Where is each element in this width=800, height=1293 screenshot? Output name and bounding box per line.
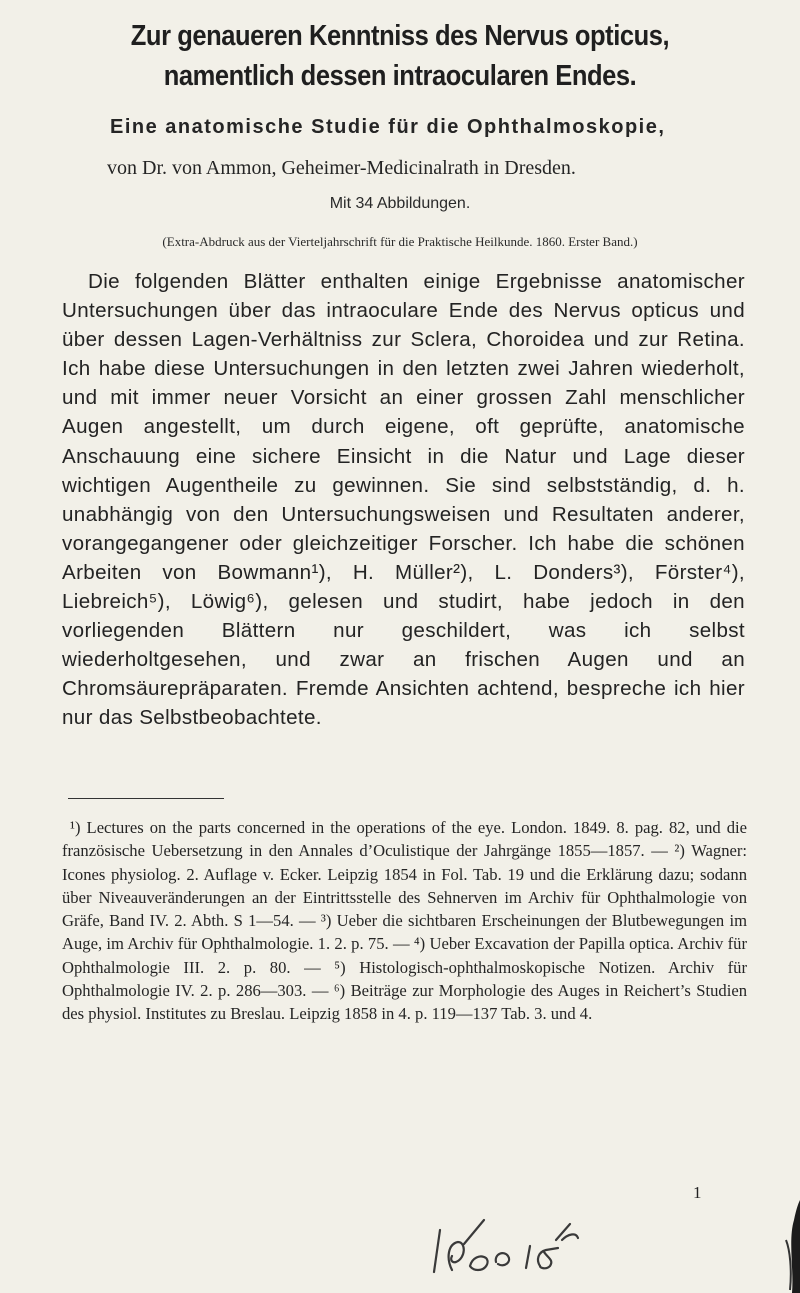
- footnote-divider: [68, 798, 224, 799]
- subtitle: Eine anatomische Studie für die Ophthalmoskopie,: [110, 116, 666, 138]
- handwriting-drawing: [418, 1200, 598, 1280]
- footnotes: ¹) Lectures on the parts concerned in the operations of the eye. London. 1849. 8. pag. 82, und die französische Uebersetzung in den Annales d’Oculistique der Jahrgänge 1855—1857. — ²) Wagner: Icones physiolog. 2. Auflage v. Ecker. Leipzig 1854 in Fol. Tab. 19 und die Erklärung dazu; sodann über Niveauveränderungen an der Eintrittsstelle des Sehnerven im Archiv für Ophthalmologie von Gräfe, Band IV. 2. Abth. S 1—54. — ³) Ueber die sichtbaren Erscheinungen der Blutbewegungen im Auge, im Archiv für Ophthalmologie. 1. 2. p. 75. — ⁴) Ueber Excavation der Papilla optica. Archiv für Ophthalmologie III. 2. p. 80. — ⁵) Histologisch-ophthalmoskopische Notizen. Archiv für Ophthalmologie IV. 2. p. 286—303. — ⁶) Beiträge zur Morphologie des Auges in Reichert’s Studien des physiol. Institutes zu Breslau. Leipzig 1858 in 4. p. 119—137 Tab. 3. und 4.: [62, 818, 747, 1024]
- title-line-1: Zur genaueren Kenntniss des Nervus opticus,: [130, 20, 670, 52]
- illustrations-note: Mit 34 Abbildungen.: [329, 195, 471, 212]
- page-number: 1: [693, 1183, 702, 1202]
- page-edge-mark: [780, 1200, 800, 1293]
- handwritten-shelfmark: [418, 1200, 598, 1285]
- title-line-2: namentlich dessen intraocularen Endes.: [163, 60, 637, 92]
- edge-mark-drawing: [780, 1200, 800, 1293]
- extract-note: (Extra-Abdruck aus der Vierteljahrschrift für die Praktische Heilkunde. 1860. Erster Band.): [162, 234, 638, 249]
- author-line: von Dr. von Ammon, Geheimer-Medicinalrath in Dresden.: [107, 157, 576, 179]
- body-paragraph: Die folgenden Blätter enthalten einige Ergebnisse anatomischer Untersuchungen über das intraoculare Ende des Nervus opticus und über dessen Lagen-Verhältniss zur Sclera, Choroidea und zur Retina. Ich habe diese Untersuchungen in den letzten zwei Jahren wiederholt, und mit immer neuer Vorsicht an einer grossen Zahl menschlicher Augen angestellt, um durch eigene, oft geprüfte, anatomische Anschauung eine sichere Einsicht in die Natur und Lage dieser wichtigen Augentheile zu gewinnen. Sie sind selbstständig, d. h. unabhängig von den Untersuchungsweisen und Resultaten anderer, vorangegangener oder gleichzeitiger Forscher. Ich habe die schönen Arbeiten von Bowmann¹), H. Müller²), L. Donders³), Förster⁴), Liebreich⁵), Löwig⁶), gelesen und studirt, habe jedoch in den vorliegenden Blättern nur geschildert, was ich selbst wiederholtgesehen, und zwar an frischen Augen und an Chromsäurepräparaten. Fremde Ansichten achtend, bespreche ich hier nur das Selbstbeobachtete.: [62, 270, 745, 730]
